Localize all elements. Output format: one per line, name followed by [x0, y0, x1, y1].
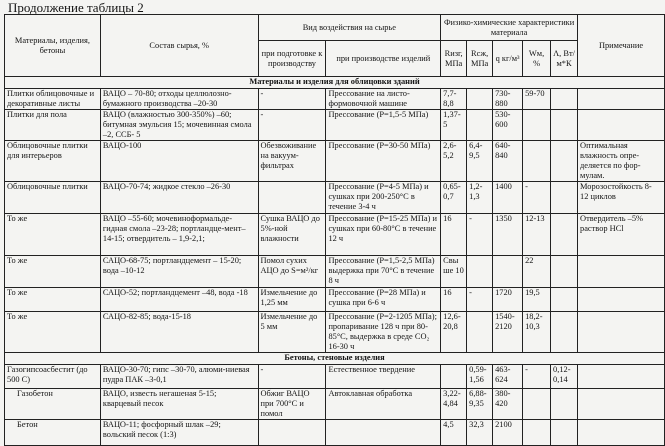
cell-r-comp: 1,2- 1,3 — [467, 182, 493, 214]
header-row — [5, 15, 665, 41]
header-r-bend: Rизг, МПа — [441, 41, 467, 77]
cell-prod: Прессование (Р=15-25 МПа) и сушках при 60-80°С в течение 12 ч — [326, 214, 441, 256]
header-composition: Состав сырья, % — [100, 15, 258, 77]
cell-moisture — [523, 389, 551, 420]
cell-r-comp — [467, 256, 493, 288]
cell-r-bend: 12,6- 20,8 — [441, 312, 467, 353]
cell-moisture: 12-13 — [523, 214, 551, 256]
cell-lambda — [551, 110, 578, 141]
cell-r-comp: 6,88- 9,35 — [467, 389, 493, 420]
table-row — [5, 365, 665, 389]
table-row — [5, 288, 665, 312]
cell-prod: Прессование (Р=28 МПа) и сушка при 6-6 ч — [326, 288, 441, 312]
cell-composition: ВАЦО (влажностью 300-350%) –60; битумная эмульсия 15; мочевинная смола –2, ССБ- 5 — [100, 110, 258, 141]
header-r-comp: Rсж, МПа — [467, 41, 493, 77]
cell-note — [578, 389, 665, 420]
cell-moisture — [523, 420, 551, 446]
cell-prod: Прессование на листо-формовочной машине — [326, 89, 441, 110]
cell-r-comp — [467, 312, 493, 353]
cell-composition: ВАЦО –55-60; мочевиноформальде-гидная смола –23-28; портландце-мент– 14-15; отвердитель – 1,9-2,1; — [100, 214, 258, 256]
cell-prod — [326, 420, 441, 446]
cell-note — [578, 420, 665, 446]
cell-prod: Естественное твердение — [326, 365, 441, 389]
cell-prep: - — [258, 365, 326, 389]
cell-r-comp — [467, 110, 493, 141]
cell-composition: ВАЦО-70-74; жидкое стекло –26-30 — [100, 182, 258, 214]
header-impact: Вид воздействия на сырье — [258, 15, 441, 41]
cell-composition: ВАЦО, известь негашеная 5-15; кварцевый песок — [100, 389, 258, 420]
header-material: Материалы, изделия, бетоны — [5, 15, 101, 77]
cell-moisture: 18,2- 10,3 — [523, 312, 551, 353]
cell-r-bend: 0,65- 0,7 — [441, 182, 467, 214]
cell-density: 730- 880 — [493, 89, 523, 110]
cell-prod: Автоклавная обработка — [326, 389, 441, 420]
cell-note — [578, 365, 665, 389]
cell-lambda — [551, 312, 578, 353]
cell-lambda — [551, 182, 578, 214]
cell-r-comp: - — [467, 288, 493, 312]
cell-r-bend: 16 — [441, 288, 467, 312]
cell-lambda — [551, 141, 578, 182]
cell-moisture: - — [523, 182, 551, 214]
header-impact-prod: при производстве изделий — [326, 41, 441, 77]
section-title: Материалы и изделия для облицовки зданий — [5, 77, 665, 89]
cell-material: Облицовочные плитки — [5, 182, 101, 214]
cell-material: То же — [5, 256, 101, 288]
cell-prod: Прессование (Р=4-5 МПа) и сушках при 200-250°С в течение 3-4 ч — [326, 182, 441, 214]
cell-material: Плитки для пола — [5, 110, 101, 141]
cell-r-comp: 6,4- 9,5 — [467, 141, 493, 182]
cell-r-bend — [441, 365, 467, 389]
cell-moisture — [523, 110, 551, 141]
cell-moisture: 22 — [523, 256, 551, 288]
table-row — [5, 110, 665, 141]
table-row — [5, 214, 665, 256]
cell-r-comp: 0,59-1,56 — [467, 365, 493, 389]
cell-lambda — [551, 288, 578, 312]
cell-material: То же — [5, 214, 101, 256]
cell-prep: Обжиг ВАЦО при 700°С и помол — [258, 389, 326, 420]
cell-r-bend: 7,7- 8,8 — [441, 89, 467, 110]
cell-material: Газогипсоасбестит (до 500 С) — [5, 365, 101, 389]
cell-prep — [258, 420, 326, 446]
cell-moisture: - — [523, 365, 551, 389]
cell-material: Плитки облицовочные и декоративные листы — [5, 89, 101, 110]
cell-note — [578, 256, 665, 288]
header-impact-prep: при подготовке к производству — [258, 41, 326, 77]
cell-density: 380- 420 — [493, 389, 523, 420]
cell-material: Бетон — [5, 420, 101, 446]
cell-r-comp — [467, 89, 493, 110]
cell-note: Оптимальная влажность опре-деляется по фор-мулам. — [578, 141, 665, 182]
cell-density: 1400 — [493, 182, 523, 214]
cell-prep: Помол сухих АЦО до S=м²/кг — [258, 256, 326, 288]
cell-moisture: 19,5 — [523, 288, 551, 312]
cell-density: 530- 600 — [493, 110, 523, 141]
cell-r-bend: 2,6- 5,2 — [441, 141, 467, 182]
table-body — [5, 77, 665, 446]
table-row — [5, 389, 665, 420]
cell-lambda — [551, 256, 578, 288]
cell-prod: Прессование (Р=2-1205 МПа); пропаривание 128 ч при 80-85°С, выдержка в среде СО₂ 16-30 ч — [326, 312, 441, 353]
header-density: q кг/м³ — [493, 41, 523, 77]
cell-density: 463- 624 — [493, 365, 523, 389]
cell-r-bend: 4,5 — [441, 420, 467, 446]
cell-prep: Измельчение до 5 мм — [258, 312, 326, 353]
cell-lambda — [551, 389, 578, 420]
section-header — [5, 353, 665, 365]
cell-r-bend: 16 — [441, 214, 467, 256]
cell-composition: ВАЦО-30-70; гипс –30-70, алюми-ниевая пудра ПАК –3-0,1 — [100, 365, 258, 389]
cell-composition: ВАЦО-100 — [100, 141, 258, 182]
cell-composition: САЦО-68-75; портландцемент – 15-20; вода –10-12 — [100, 256, 258, 288]
cell-r-comp: 32,3 — [467, 420, 493, 446]
cell-note — [578, 110, 665, 141]
cell-material: То же — [5, 312, 101, 353]
cell-prep — [258, 182, 326, 214]
cell-lambda — [551, 214, 578, 256]
header-moisture: Wм, % — [523, 41, 551, 77]
cell-composition: САЦО-52; портландцемент –48, вода -18 — [100, 288, 258, 312]
cell-material: То же — [5, 288, 101, 312]
table-row — [5, 182, 665, 214]
cell-density: 1540- 2120 — [493, 312, 523, 353]
cell-density: 2100 — [493, 420, 523, 446]
page-title: Продолжение таблицы 2 — [8, 0, 144, 15]
cell-note — [578, 89, 665, 110]
section-header — [5, 77, 665, 89]
cell-lambda — [551, 89, 578, 110]
cell-prod: Прессование (Р=1,5-5 МПа) — [326, 110, 441, 141]
header-note: Примечание — [578, 15, 665, 77]
cell-note — [578, 312, 665, 353]
table-row — [5, 141, 665, 182]
cell-note: Морозостойкость 8- 12 циклов — [578, 182, 665, 214]
cell-note — [578, 288, 665, 312]
cell-r-comp: - — [467, 214, 493, 256]
cell-prep: - — [258, 89, 326, 110]
cell-material: Газобетон — [5, 389, 101, 420]
cell-note: Отвердитель –5% раствор HCl — [578, 214, 665, 256]
table-row — [5, 89, 665, 110]
header-lambda: Λ, Вт/ м*К — [551, 41, 578, 77]
cell-density: 1350 — [493, 214, 523, 256]
cell-prep: - — [258, 110, 326, 141]
data-table — [4, 14, 665, 446]
cell-composition: ВАЦО-11; фосфорный шлак –29; вольский песок (1:3) — [100, 420, 258, 446]
cell-r-bend: 3,22- 4,84 — [441, 389, 467, 420]
table-row — [5, 420, 665, 446]
cell-prep: Сушка ВАЦО до 5%-ной влажности — [258, 214, 326, 256]
cell-r-bend: 1,37- 5 — [441, 110, 467, 141]
table-row — [5, 256, 665, 288]
cell-composition: ВАЦО – 70-80; отходы целлюлозно-бумажного производства –20-30 — [100, 89, 258, 110]
cell-material: Облицовочные плитки для интерьеров — [5, 141, 101, 182]
cell-moisture — [523, 141, 551, 182]
cell-r-bend: Свы ше 10 — [441, 256, 467, 288]
cell-density: 640- 840 — [493, 141, 523, 182]
header-props: Физико-химические характеристики материала — [441, 15, 578, 41]
cell-lambda — [551, 420, 578, 446]
cell-density: 1720 — [493, 288, 523, 312]
table-row — [5, 312, 665, 353]
cell-lambda: 0,12- 0,14 — [551, 365, 578, 389]
cell-moisture: 59-70 — [523, 89, 551, 110]
cell-composition: САЦО-82-85; вода-15-18 — [100, 312, 258, 353]
cell-prep: Измельчение до 1,25 мм — [258, 288, 326, 312]
cell-density — [493, 256, 523, 288]
section-title: Бетоны, стеновые изделия — [5, 353, 665, 365]
cell-prep: Обезвоживание на вакуум-фильтрах — [258, 141, 326, 182]
cell-prod: Прессование (Р=1,5-2,5 МПа) выдержка при 70°С в течение 8 ч — [326, 256, 441, 288]
cell-prod: Прессование (Р=30-50 МПа) — [326, 141, 441, 182]
